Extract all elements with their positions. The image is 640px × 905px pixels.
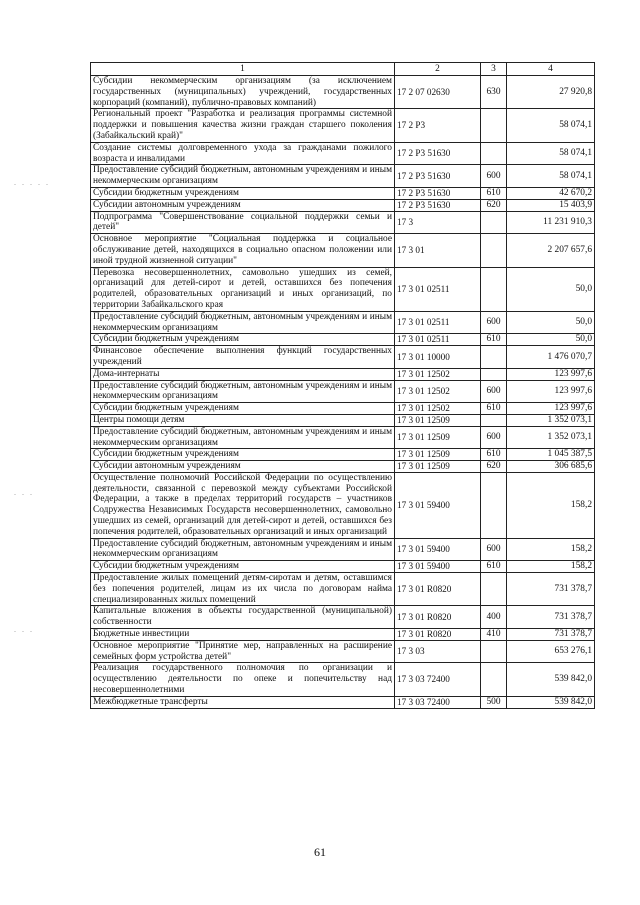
row-sum-cell: 42 670,2 — [507, 187, 595, 199]
row-sum-cell: 50,0 — [507, 267, 595, 311]
row-code-cell: 17 3 01 R0820 — [395, 573, 481, 606]
row-name-cell: Субсидии бюджетным учреждениям — [91, 449, 395, 461]
row-sum-cell: 58 074,1 — [507, 165, 595, 188]
row-type-cell: 620 — [481, 461, 507, 473]
row-code-cell: 17 3 01 02511 — [395, 334, 481, 346]
table-row — [91, 165, 595, 188]
row-type-cell: 400 — [481, 606, 507, 629]
table-row — [91, 640, 595, 663]
row-code-cell: 17 3 01 59400 — [395, 561, 481, 573]
row-code-cell: 17 3 03 72400 — [395, 663, 481, 696]
row-type-cell — [481, 142, 507, 165]
row-name-cell: Бюджетные инвестиции — [91, 629, 395, 641]
row-code-cell: 17 3 01 12509 — [395, 461, 481, 473]
row-name-cell: Субсидии автономным учреждениям — [91, 199, 395, 211]
budget-table — [90, 62, 595, 709]
row-type-cell — [481, 211, 507, 234]
row-code-cell: 17 3 01 — [395, 234, 481, 267]
row-type-cell — [481, 472, 507, 538]
row-sum-cell: 731 378,7 — [507, 573, 595, 606]
row-type-cell: 600 — [481, 311, 507, 334]
row-name-cell: Предоставление субсидий бюджетным, автономным учреждениям и иным некоммерческим организациям — [91, 311, 395, 334]
row-sum-cell: 158,2 — [507, 472, 595, 538]
row-name-cell: Субсидии некоммерческим организациям (за исключением государственных (муниципальных) учреждений, государственных корпораций (компаний), публично-правовых компаний) — [91, 76, 395, 109]
row-code-cell: 17 3 01 R0820 — [395, 606, 481, 629]
table-row — [91, 461, 595, 473]
table-row — [91, 234, 595, 267]
row-code-cell: 17 3 01 R0820 — [395, 629, 481, 641]
row-code-cell: 17 3 01 02511 — [395, 311, 481, 334]
table-row — [91, 109, 595, 142]
row-name-cell: Реализация государственного полномочия по организации и осуществлению деятельности по опеке и попечительству над несовершеннолетними — [91, 663, 395, 696]
row-name-cell: Основное мероприятие "Социальная поддержка и социальное обслуживание детей, находящихся в социально опасном положении или иной трудной жизненной ситуации" — [91, 234, 395, 267]
header-col-3: 3 — [481, 63, 507, 76]
row-name-cell: Дома-интернаты — [91, 368, 395, 380]
row-sum-cell: 1 476 070,7 — [507, 346, 595, 369]
row-code-cell: 17 3 01 12502 — [395, 380, 481, 403]
table-row — [91, 538, 595, 561]
table-row — [91, 449, 595, 461]
row-sum-cell: 653 276,1 — [507, 640, 595, 663]
row-code-cell: 17 3 01 10000 — [395, 346, 481, 369]
row-sum-cell: 123 997,6 — [507, 380, 595, 403]
row-code-cell: 17 3 — [395, 211, 481, 234]
page-number: 61 — [314, 845, 326, 859]
table-row — [91, 187, 595, 199]
row-sum-cell: 123 997,6 — [507, 403, 595, 415]
row-name-cell: Межбюджетные трансферты — [91, 696, 395, 708]
row-name-cell: Предоставление субсидий бюджетным, автономным учреждениям и иным некоммерческим организациям — [91, 538, 395, 561]
row-sum-cell: 15 403,9 — [507, 199, 595, 211]
header-col-4: 4 — [507, 63, 595, 76]
row-sum-cell: 123 997,6 — [507, 368, 595, 380]
row-type-cell: 610 — [481, 561, 507, 573]
table-row — [91, 368, 595, 380]
table-row — [91, 311, 595, 334]
row-name-cell: Предоставление субсидий бюджетным, автономным учреждениям и иным некоммерческим организациям — [91, 165, 395, 188]
row-name-cell: Основное мероприятие "Принятие мер, направленных на расширение семейных форм устройства детей" — [91, 640, 395, 663]
row-type-cell — [481, 267, 507, 311]
row-sum-cell: 539 842,0 — [507, 696, 595, 708]
header-col-2: 2 — [395, 63, 481, 76]
table-row — [91, 561, 595, 573]
margin-mark-3: . . . — [14, 625, 34, 634]
row-name-cell: Предоставление жилых помещений детям-сиротам и детям, оставшимся без попечения родителей, лицам из их числа по договорам найма специализированных жилых помещений — [91, 573, 395, 606]
row-code-cell: 17 2 P3 51630 — [395, 142, 481, 165]
row-code-cell: 17 2 P3 51630 — [395, 199, 481, 211]
row-code-cell: 17 3 03 72400 — [395, 696, 481, 708]
row-name-cell: Капитальные вложения в объекты государственной (муниципальной) собственности — [91, 606, 395, 629]
row-type-cell: 610 — [481, 187, 507, 199]
row-sum-cell: 11 231 910,3 — [507, 211, 595, 234]
row-type-cell — [481, 640, 507, 663]
row-sum-cell: 158,2 — [507, 561, 595, 573]
table-row — [91, 472, 595, 538]
row-sum-cell: 27 920,8 — [507, 76, 595, 109]
row-sum-cell: 1 045 387,5 — [507, 449, 595, 461]
row-type-cell: 600 — [481, 165, 507, 188]
row-sum-cell: 2 207 657,6 — [507, 234, 595, 267]
row-name-cell: Субсидии автономным учреждениям — [91, 461, 395, 473]
row-name-cell: Предоставление субсидий бюджетным, автономным учреждениям и иным некоммерческим организациям — [91, 426, 395, 449]
row-code-cell: 17 2 07 02630 — [395, 76, 481, 109]
row-name-cell: Создание системы долговременного ухода за гражданами пожилого возраста и инвалидами — [91, 142, 395, 165]
row-name-cell: Перевозка несовершеннолетних, самовольно ушедших из семей, организаций для детей-сирот и детей, оставшихся без попечения родителей, образовательных организаций и иных организаций, по территории Забайкальского края — [91, 267, 395, 311]
row-type-cell — [481, 234, 507, 267]
row-sum-cell: 50,0 — [507, 311, 595, 334]
row-type-cell: 630 — [481, 76, 507, 109]
row-code-cell: 17 3 01 12509 — [395, 414, 481, 426]
row-sum-cell: 1 352 073,1 — [507, 426, 595, 449]
row-code-cell: 17 3 03 — [395, 640, 481, 663]
row-type-cell — [481, 414, 507, 426]
row-sum-cell: 50,0 — [507, 334, 595, 346]
table-header-row — [91, 63, 595, 76]
row-name-cell: Субсидии бюджетным учреждениям — [91, 334, 395, 346]
row-code-cell: 17 3 01 12509 — [395, 426, 481, 449]
row-code-cell: 17 3 01 12502 — [395, 403, 481, 415]
row-name-cell: Субсидии бюджетным учреждениям — [91, 187, 395, 199]
row-name-cell: Субсидии бюджетным учреждениям — [91, 403, 395, 415]
row-code-cell: 17 2 P3 51630 — [395, 187, 481, 199]
margin-mark-1: . . . . . — [14, 178, 50, 187]
table-row — [91, 76, 595, 109]
row-sum-cell: 1 352 073,1 — [507, 414, 595, 426]
row-sum-cell: 306 685,6 — [507, 461, 595, 473]
row-code-cell: 17 2 P3 51630 — [395, 165, 481, 188]
row-sum-cell: 58 074,1 — [507, 109, 595, 142]
row-type-cell — [481, 663, 507, 696]
table-row — [91, 142, 595, 165]
row-type-cell: 600 — [481, 538, 507, 561]
table-row — [91, 380, 595, 403]
table-row — [91, 629, 595, 641]
row-type-cell: 610 — [481, 449, 507, 461]
table-row — [91, 334, 595, 346]
table-row — [91, 267, 595, 311]
table-row — [91, 573, 595, 606]
row-code-cell: 17 2 P3 — [395, 109, 481, 142]
row-type-cell: 600 — [481, 426, 507, 449]
row-code-cell: 17 3 01 12509 — [395, 449, 481, 461]
row-type-cell — [481, 573, 507, 606]
table-row — [91, 663, 595, 696]
row-name-cell: Субсидии бюджетным учреждениям — [91, 561, 395, 573]
header-col-1: 1 — [91, 63, 395, 76]
row-name-cell: Центры помощи детям — [91, 414, 395, 426]
table-row — [91, 696, 595, 708]
table-row — [91, 199, 595, 211]
table-row — [91, 211, 595, 234]
table-row — [91, 426, 595, 449]
row-code-cell: 17 3 01 02511 — [395, 267, 481, 311]
row-type-cell — [481, 368, 507, 380]
row-name-cell: Региональный проект "Разработка и реализация программы системной поддержки и повышения качества жизни граждан старшего поколения (Забайкальский край)" — [91, 109, 395, 142]
row-sum-cell: 158,2 — [507, 538, 595, 561]
row-type-cell — [481, 109, 507, 142]
row-type-cell: 610 — [481, 334, 507, 346]
row-type-cell: 620 — [481, 199, 507, 211]
margin-mark-2: . . . — [14, 488, 34, 497]
row-name-cell: Предоставление субсидий бюджетным, автономным учреждениям и иным некоммерческим организациям — [91, 380, 395, 403]
row-code-cell: 17 3 01 59400 — [395, 472, 481, 538]
table-body — [91, 76, 595, 709]
row-type-cell — [481, 346, 507, 369]
row-type-cell: 600 — [481, 380, 507, 403]
table-row — [91, 403, 595, 415]
row-sum-cell: 731 378,7 — [507, 606, 595, 629]
table-row — [91, 414, 595, 426]
row-type-cell: 610 — [481, 403, 507, 415]
row-name-cell: Осуществление полномочий Российской Федерации по осуществлению деятельности, связанной с перевозкой между субъектами Российской Федерации, а также в пределах территорий государств – участников Содружества Независимых Государств несовершеннолетних, самовольно ушедших из семей, организаций для детей-сирот и детей, оставшихся без попечения родителей, образовательных организаций и иных организаций — [91, 472, 395, 538]
row-type-cell: 500 — [481, 696, 507, 708]
table-row — [91, 346, 595, 369]
table-row — [91, 606, 595, 629]
row-sum-cell: 731 378,7 — [507, 629, 595, 641]
row-sum-cell: 539 842,0 — [507, 663, 595, 696]
row-name-cell: Финансовое обеспечение выполнения функций государственных учреждений — [91, 346, 395, 369]
row-name-cell: Подпрограмма "Совершенствование социальной поддержки семьи и детей" — [91, 211, 395, 234]
row-type-cell: 410 — [481, 629, 507, 641]
row-sum-cell: 58 074,1 — [507, 142, 595, 165]
row-code-cell: 17 3 01 59400 — [395, 538, 481, 561]
row-code-cell: 17 3 01 12502 — [395, 368, 481, 380]
